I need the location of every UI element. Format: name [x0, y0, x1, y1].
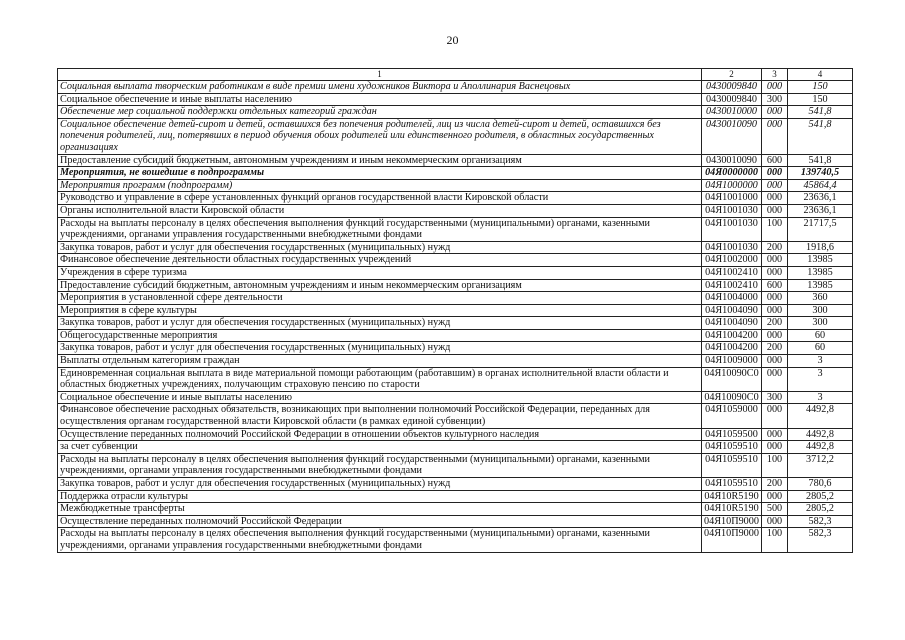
cell-target-code: 04Я1001030	[702, 241, 762, 254]
table-row	[58, 204, 853, 217]
cell-target-code: 0430009840	[702, 81, 762, 94]
cell-expense-type: 000	[762, 490, 788, 503]
cell-name: Единовременная социальная выплата в виде материальной помощи работающим (работавшим) в органах исполнительной власти области и областных бюджетных учреждениях, получающим страховую пенсию по старости	[58, 367, 702, 391]
table-row	[58, 329, 853, 342]
cell-amount: 3	[788, 367, 853, 391]
cell-name: за счет субвенции	[58, 441, 702, 454]
table-row	[58, 279, 853, 292]
table-header-row	[58, 69, 853, 81]
cell-target-code: 04Я10R5190	[702, 490, 762, 503]
table-row	[58, 490, 853, 503]
cell-target-code: 04Я1000000	[702, 179, 762, 192]
cell-target-code: 04Я10П9000	[702, 515, 762, 528]
table-row	[58, 167, 853, 180]
cell-expense-type: 100	[762, 453, 788, 477]
table-row	[58, 367, 853, 391]
cell-target-code: 04Я1002410	[702, 279, 762, 292]
cell-target-code: 0430010000	[702, 106, 762, 119]
cell-name: Закупка товаров, работ и услуг для обеспечения государственных (муниципальных) нужд	[58, 342, 702, 355]
cell-name: Межбюджетные трансферты	[58, 503, 702, 516]
cell-amount: 60	[788, 342, 853, 355]
cell-amount: 23636,1	[788, 192, 853, 205]
table-row	[58, 404, 853, 428]
cell-expense-type: 600	[762, 154, 788, 167]
cell-expense-type: 000	[762, 192, 788, 205]
table-row	[58, 81, 853, 94]
table-row	[58, 528, 853, 552]
cell-name: Закупка товаров, работ и услуг для обеспечения государственных (муниципальных) нужд	[58, 241, 702, 254]
cell-amount: 4492,8	[788, 404, 853, 428]
cell-amount: 541,8	[788, 154, 853, 167]
cell-amount: 780,6	[788, 478, 853, 491]
cell-amount: 582,3	[788, 515, 853, 528]
cell-target-code: 04Я1009000	[702, 355, 762, 368]
cell-name: Обеспечение мер социальной поддержки отдельных категорий граждан	[58, 106, 702, 119]
cell-amount: 2805,2	[788, 490, 853, 503]
cell-name: Мероприятия, не вошедшие в подпрограммы	[58, 167, 702, 180]
cell-amount: 21717,5	[788, 217, 853, 241]
cell-expense-type: 200	[762, 317, 788, 330]
budget-table	[57, 68, 853, 553]
cell-amount: 4492,8	[788, 441, 853, 454]
header-type: 3	[762, 69, 788, 81]
table-row	[58, 478, 853, 491]
cell-target-code: 04Я0000000	[702, 167, 762, 180]
cell-amount: 4492,8	[788, 428, 853, 441]
cell-name: Расходы на выплаты персоналу в целях обеспечения выполнения функций государственными (муниципальными) органами, казенными учреждениями, органами управления государственными внебюджетными фондами	[58, 528, 702, 552]
table-row	[58, 192, 853, 205]
cell-amount: 541,8	[788, 118, 853, 154]
cell-name: Выплаты отдельным категориям граждан	[58, 355, 702, 368]
cell-target-code: 04Я1059510	[702, 441, 762, 454]
cell-target-code: 04Я10090С0	[702, 391, 762, 404]
cell-expense-type: 300	[762, 391, 788, 404]
table-row	[58, 254, 853, 267]
cell-name: Предоставление субсидий бюджетным, автономным учреждениям и иным некоммерческим организациям	[58, 154, 702, 167]
cell-name: Социальное обеспечение и иные выплаты населению	[58, 391, 702, 404]
cell-target-code: 04Я1059510	[702, 478, 762, 491]
cell-amount: 45864,4	[788, 179, 853, 192]
table-row	[58, 441, 853, 454]
table-row	[58, 179, 853, 192]
cell-name: Социальная выплата творческим работникам в виде премии имени художников Виктора и Аполлинария Васнецовых	[58, 81, 702, 94]
cell-expense-type: 500	[762, 503, 788, 516]
table-row	[58, 355, 853, 368]
cell-expense-type: 100	[762, 528, 788, 552]
cell-expense-type: 200	[762, 241, 788, 254]
table-row	[58, 266, 853, 279]
cell-name: Социальное обеспечение детей-сирот и детей, оставшихся без попечения родителей, лиц из числа детей-сирот и детей, оставшихся без попечения родителей, лиц, потерявших в период обучения обоих родителей или единственного родителя, в областных государственных организациях	[58, 118, 702, 154]
cell-name: Руководство и управление в сфере установленных функций органов государственной власти Кировской области	[58, 192, 702, 205]
cell-target-code: 04Я10090С0	[702, 367, 762, 391]
cell-expense-type: 000	[762, 106, 788, 119]
page-number: 20	[446, 33, 459, 47]
cell-amount: 13985	[788, 254, 853, 267]
cell-amount: 60	[788, 329, 853, 342]
cell-expense-type: 000	[762, 441, 788, 454]
cell-amount: 2805,2	[788, 503, 853, 516]
cell-name: Органы исполнительной власти Кировской области	[58, 204, 702, 217]
table-row	[58, 342, 853, 355]
cell-target-code: 04Я1004200	[702, 329, 762, 342]
cell-expense-type: 000	[762, 81, 788, 94]
cell-target-code: 0430010090	[702, 118, 762, 154]
cell-amount: 3	[788, 355, 853, 368]
cell-amount: 139740,5	[788, 167, 853, 180]
cell-target-code: 04Я1002410	[702, 266, 762, 279]
cell-amount: 13985	[788, 266, 853, 279]
cell-name: Финансовое обеспечение деятельности областных государственных учреждений	[58, 254, 702, 267]
table-row	[58, 93, 853, 106]
cell-expense-type: 200	[762, 478, 788, 491]
cell-expense-type: 000	[762, 118, 788, 154]
cell-name: Мероприятия в сфере культуры	[58, 304, 702, 317]
cell-expense-type: 000	[762, 367, 788, 391]
cell-expense-type: 000	[762, 254, 788, 267]
cell-amount: 3712,2	[788, 453, 853, 477]
cell-target-code: 04Я1059500	[702, 428, 762, 441]
table-row	[58, 118, 853, 154]
cell-expense-type: 000	[762, 304, 788, 317]
table-row	[58, 453, 853, 477]
table-row	[58, 428, 853, 441]
cell-target-code: 04Я1001030	[702, 217, 762, 241]
cell-target-code: 04Я1002000	[702, 254, 762, 267]
cell-target-code: 0430010090	[702, 154, 762, 167]
cell-target-code: 04Я1004090	[702, 317, 762, 330]
cell-name: Расходы на выплаты персоналу в целях обеспечения выполнения функций государственными (муниципальными) органами, казенными учреждениями, органами управления государственными внебюджетными фондами	[58, 217, 702, 241]
cell-name: Учреждения в сфере туризма	[58, 266, 702, 279]
cell-amount: 1918,6	[788, 241, 853, 254]
cell-target-code: 04Я1004090	[702, 304, 762, 317]
cell-amount: 582,3	[788, 528, 853, 552]
cell-name: Финансовое обеспечение расходных обязательств, возникающих при выполнении полномочий Российской Федерации, переданных для осуществления органам государственной власти Кировской области (в рамках единой субвенции)	[58, 404, 702, 428]
cell-target-code: 0430009840	[702, 93, 762, 106]
cell-name: Поддержка отрасли культуры	[58, 490, 702, 503]
cell-name: Социальное обеспечение и иные выплаты населению	[58, 93, 702, 106]
cell-expense-type: 000	[762, 515, 788, 528]
cell-expense-type: 000	[762, 404, 788, 428]
table-row	[58, 317, 853, 330]
table-row	[58, 106, 853, 119]
cell-expense-type: 100	[762, 217, 788, 241]
table-row	[58, 292, 853, 305]
cell-expense-type: 000	[762, 204, 788, 217]
cell-expense-type: 200	[762, 342, 788, 355]
cell-amount: 150	[788, 81, 853, 94]
table-row	[58, 515, 853, 528]
table-row	[58, 503, 853, 516]
cell-target-code: 04Я10П9000	[702, 528, 762, 552]
cell-amount: 3	[788, 391, 853, 404]
cell-name: Осуществление переданных полномочий Российской Федерации в отношении объектов культурного наследия	[58, 428, 702, 441]
cell-expense-type: 000	[762, 167, 788, 180]
header-code: 2	[702, 69, 762, 81]
cell-target-code: 04Я10R5190	[702, 503, 762, 516]
cell-name: Закупка товаров, работ и услуг для обеспечения государственных (муниципальных) нужд	[58, 478, 702, 491]
table-row	[58, 304, 853, 317]
cell-name: Закупка товаров, работ и услуг для обеспечения государственных (муниципальных) нужд	[58, 317, 702, 330]
header-sum: 4	[788, 69, 853, 81]
table-body	[58, 81, 853, 553]
cell-expense-type: 300	[762, 93, 788, 106]
cell-amount: 360	[788, 292, 853, 305]
table-row	[58, 391, 853, 404]
cell-target-code: 04Я1004200	[702, 342, 762, 355]
cell-target-code: 04Я1004000	[702, 292, 762, 305]
cell-expense-type: 000	[762, 428, 788, 441]
cell-amount: 23636,1	[788, 204, 853, 217]
header-name: 1	[58, 69, 702, 81]
cell-target-code: 04Я1059000	[702, 404, 762, 428]
cell-amount: 13985	[788, 279, 853, 292]
cell-name: Предоставление субсидий бюджетным, автономным учреждениям и иным некоммерческим организациям	[58, 279, 702, 292]
cell-expense-type: 000	[762, 329, 788, 342]
table-row	[58, 241, 853, 254]
cell-expense-type: 000	[762, 355, 788, 368]
cell-expense-type: 000	[762, 266, 788, 279]
cell-target-code: 04Я1001000	[702, 192, 762, 205]
cell-name: Общегосударственные мероприятия	[58, 329, 702, 342]
cell-amount: 300	[788, 304, 853, 317]
cell-target-code: 04Я1001030	[702, 204, 762, 217]
cell-name: Мероприятия программ (подпрограмм)	[58, 179, 702, 192]
cell-amount: 150	[788, 93, 853, 106]
cell-expense-type: 600	[762, 279, 788, 292]
cell-expense-type: 000	[762, 292, 788, 305]
cell-target-code: 04Я1059510	[702, 453, 762, 477]
table-row	[58, 154, 853, 167]
cell-name: Осуществление переданных полномочий Российской Федерации	[58, 515, 702, 528]
cell-name: Мероприятия в установленной сфере деятельности	[58, 292, 702, 305]
cell-amount: 300	[788, 317, 853, 330]
cell-amount: 541,8	[788, 106, 853, 119]
cell-name: Расходы на выплаты персоналу в целях обеспечения выполнения функций государственными (муниципальными) органами, казенными учреждениями, органами управления государственными внебюджетными фондами	[58, 453, 702, 477]
table-row	[58, 217, 853, 241]
cell-expense-type: 000	[762, 179, 788, 192]
